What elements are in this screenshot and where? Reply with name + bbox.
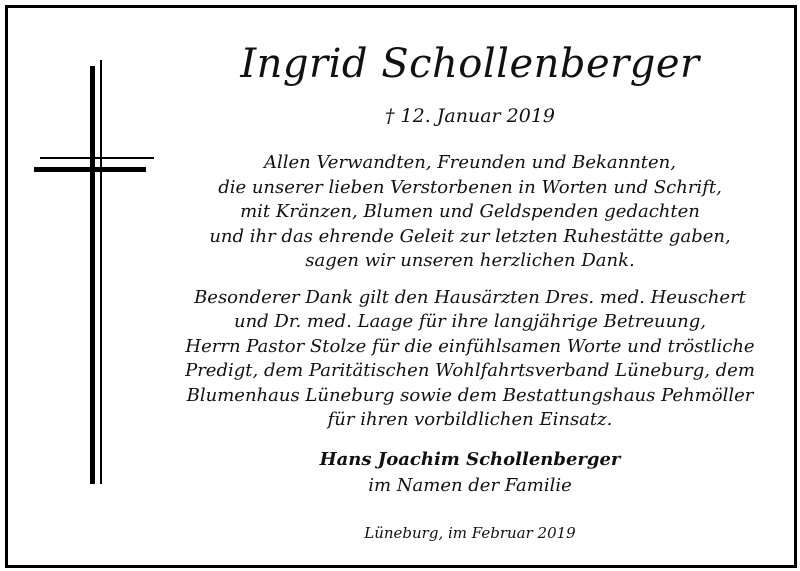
thanks-paragraph xyxy=(170,151,770,274)
paragraph-line: sagen wir unseren herzlichen Dank. xyxy=(305,250,635,271)
paragraph-line: die unserer lieben Verstorbenen in Worten und Schrift, xyxy=(218,176,722,198)
paragraph-line: und Dr. med. Laage für ihre langjährige Betreuung, xyxy=(234,311,706,332)
place-date: Lüneburg, im Februar 2019 xyxy=(364,523,576,542)
paragraph-line: Besonderer Dank gilt den Hausärzten Dres. med. Heuschert xyxy=(194,286,746,308)
special-thanks-paragraph xyxy=(170,286,770,433)
deceased-name: Ingrid Schollenberger xyxy=(240,41,700,87)
paragraph-line: Predigt, dem Paritätischen Wohlfahrtsverband Lüneburg, dem xyxy=(185,360,755,381)
signer-name: Hans Joachim Schollenberger xyxy=(319,448,621,470)
paragraph-line: Blumenhaus Lüneburg sowie dem Bestattungshaus Pehmöller xyxy=(186,384,754,406)
death-date: † 12. Januar 2019 xyxy=(384,105,556,127)
signer-note: im Namen der Familie xyxy=(368,474,572,496)
paragraph-line: Herrn Pastor Stolze für die einfühlsamen Worte und tröstliche xyxy=(185,335,755,357)
paragraph-line: und ihr das ehrende Geleit zur letzten Ruhestätte gaben, xyxy=(209,225,731,247)
notice-content xyxy=(170,38,770,543)
cross-icon xyxy=(30,60,160,490)
paragraph-line: mit Kränzen, Blumen und Geldspenden gedachten xyxy=(240,201,700,222)
signature-block xyxy=(170,447,770,499)
paragraph-line: Allen Verwandten, Freunden und Bekannten, xyxy=(263,152,676,173)
paragraph-line: für ihren vorbildlichen Einsatz. xyxy=(327,409,613,430)
